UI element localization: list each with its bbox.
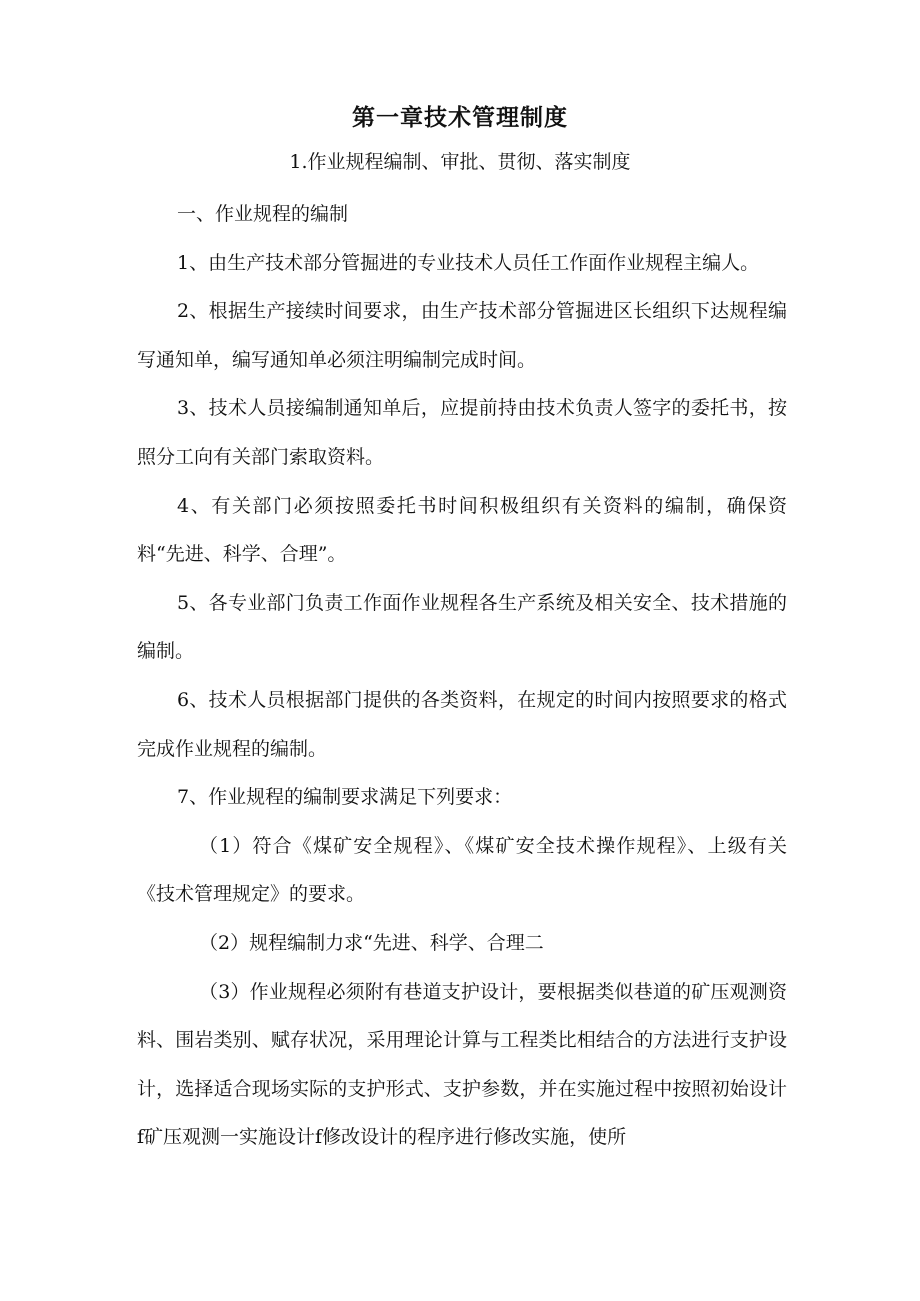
sub-item-2: （2）规程编制力求“先进、科学、合理二 xyxy=(199,931,544,954)
chapter-title: 第一章技术管理制度 xyxy=(352,105,568,131)
sub-item-1: （1）符合《煤矿安全规程》、《煤矿安全技术操作规程》、上级有关《技术管理规定》的要求。 xyxy=(137,834,787,906)
sub-item-3: （3）作业规程必须附有巷道支护设计，要根据类似巷道的矿压观测资料、围岩类别、赋存状况，采用理论计算与工程类比相结合的方法进行支护设计，选择适合现场实际的支护形式、支护参数，并在实施过程中按照初始设计f矿压观测一实施设计f修改设计的程序进行修改实施，使所 xyxy=(137,980,787,1149)
section-subtitle: 1.作业规程编制、审批、贯彻、落实制度 xyxy=(289,151,631,173)
paragraph-item-4: 4、有关部门必须按照委托书时间积极组织有关资料的编制，确保资料“先进、科学、合理”。 xyxy=(137,494,787,566)
paragraph-item-5: 5、各专业部门负责工作面作业规程各生产系统及相关安全、技术措施的编制。 xyxy=(137,591,787,663)
paragraph-item-2: 2、根据生产接续时间要求，由生产技术部分管掘进区长组织下达规程编写通知单，编写通知单必须注明编制完成时间。 xyxy=(137,300,787,371)
document-body xyxy=(137,190,787,1162)
paragraph-item-7: 7、作业规程的编制要求满足下列要求： xyxy=(177,786,513,809)
paragraph-item-1: 1、由生产技术部分管掘进的专业技术人员任工作面作业规程主编人。 xyxy=(177,251,760,274)
paragraph-item-3: 3、技术人员接编制通知单后，应提前持由技术负责人签字的委托书，按照分工向有关部门索取资料。 xyxy=(137,397,787,468)
section-heading: 一、作业规程的编制 xyxy=(177,203,349,225)
paragraph-item-6: 6、技术人员根据部门提供的各类资料，在规定的时间内按照要求的格式完成作业规程的编制。 xyxy=(137,688,787,760)
